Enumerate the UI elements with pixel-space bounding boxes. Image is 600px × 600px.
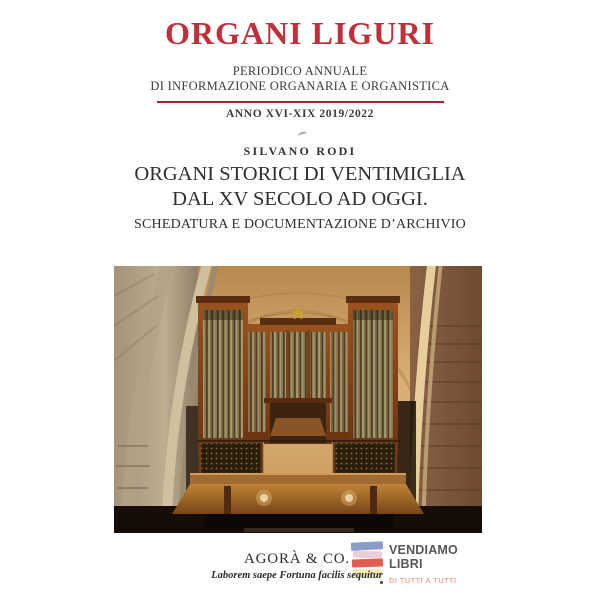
author-name: SILVANO RODI [243, 144, 357, 158]
church-organ-illustration [114, 266, 482, 533]
logo-dot [380, 581, 383, 584]
seller-logo-line1: VENDIAMO [389, 543, 458, 557]
book-title-line1: ORGANI STORICI DI VENTIMIGLIA [134, 163, 466, 185]
book-title-line2: DAL XV SECOLO AD OGGI. [172, 188, 428, 210]
red-divider-rule [157, 101, 444, 103]
book-bar-blue [351, 541, 383, 551]
cover-photo [114, 266, 482, 533]
organ-case [196, 296, 400, 454]
masthead-title: ORGANI LIGURI [165, 15, 435, 51]
issue-year: ANNO XVI-XIX 2019/2022 [225, 108, 374, 120]
publisher-name: AGORÀ & CO. [244, 551, 350, 567]
balcony-underside [172, 484, 424, 528]
book-subtitle: SCHEDATURA E DOCUMENTAZIONE D’ARCHIVIO [134, 217, 466, 232]
masthead-subtitle-line2: DI INFORMAZIONE ORGANARIA E ORGANISTICA [150, 79, 450, 93]
masthead-subtitle-line1: PERIODICO ANNUALE [232, 64, 368, 78]
seller-logo-line2: LIBRI [389, 556, 423, 571]
publisher-motto: Laborem saepe Fortuna facilis sequitur [211, 570, 383, 581]
seller-logo-tagline: DI TUTTI A TUTTI [389, 576, 457, 585]
small-ornament-mark [297, 131, 307, 139]
